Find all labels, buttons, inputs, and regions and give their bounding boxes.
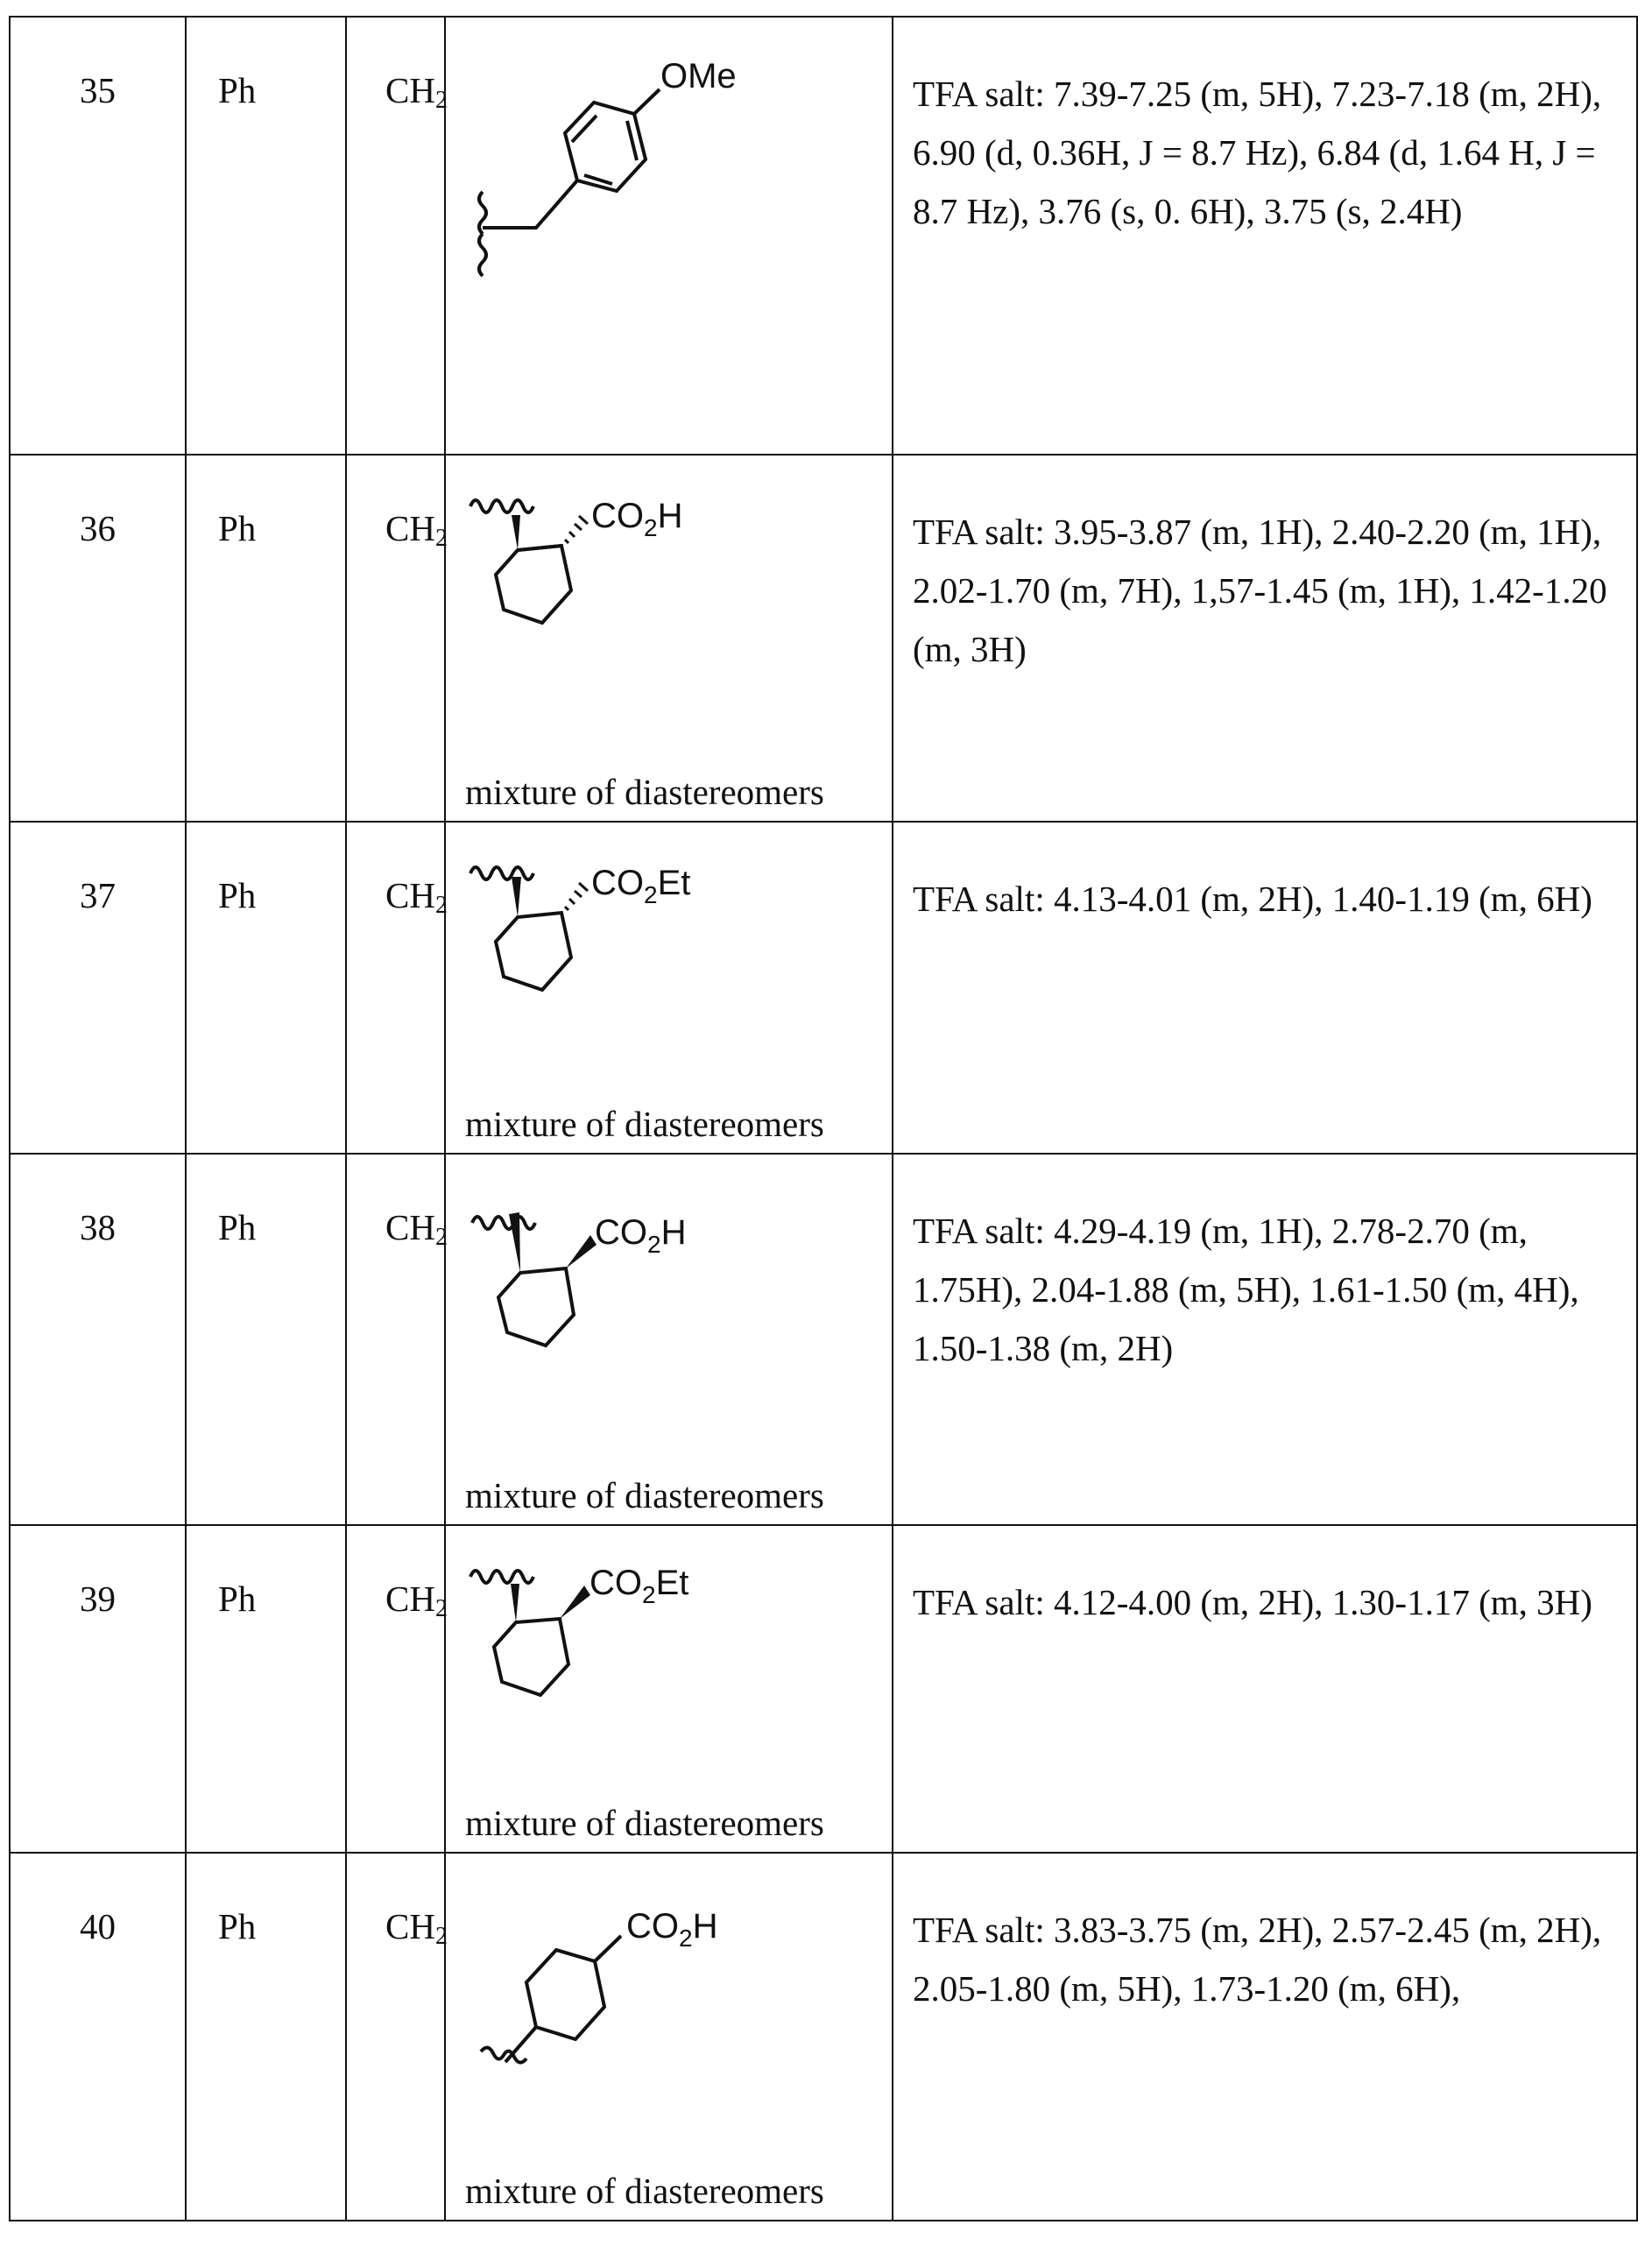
cell-nmr: TFA salt: 3.83-3.75 (m, 2H), 2.57-2.45 (m, 2H), 2.05-1.80 (m, 5H), 1.73-1.20 (m, 6H), (893, 1853, 1637, 2221)
label-ome: OMe (660, 57, 737, 95)
cell-compound-no: 38 (10, 1154, 186, 1525)
cell-r1: Ph (186, 1525, 346, 1853)
cell-compound-no: 40 (10, 1853, 186, 2221)
caption-diastereomers: mixture of diastereomers (465, 772, 824, 812)
cell-nmr: TFA salt: 7.39-7.25 (m, 5H), 7.23-7.18 (m, 2H), 6.90 (d, 0.36H, J = 8.7 Hz), 6.84 (d, 1.64 H, J = 8.7 Hz), 3.76 (s, 0. 6H), 3.75 (s, 2.4H) (893, 17, 1637, 455)
cell-x: $CH_2$ (346, 455, 445, 822)
cell-structure (445, 1525, 893, 1853)
cell-nmr: TFA salt: 4.12-4.00 (m, 2H), 1.30-1.17 (m, 3H) (893, 1525, 1637, 1853)
cell-nmr: TFA salt: 3.95-3.87 (m, 1H), 2.40-2.20 (m, 1H), 2.02-1.70 (m, 7H), 1,57-1.45 (m, 1H), 1.42-1.20 (m, 3H) (893, 455, 1637, 822)
table-row (10, 1853, 1637, 2221)
table-row (10, 455, 1637, 822)
label-co2et: $CO_2Et$ (589, 1564, 689, 1608)
cell-structure (445, 1154, 893, 1525)
cell-structure (445, 455, 893, 822)
cell-compound-no: 36 (10, 455, 186, 822)
cell-r1: Ph (186, 455, 346, 822)
table-row (10, 1525, 1637, 1853)
cell-structure (445, 822, 893, 1154)
cell-x: $CH_2$ (346, 822, 445, 1154)
cell-r1: Ph (186, 1154, 346, 1525)
cell-x: $CH_2$ (346, 1525, 445, 1853)
cell-r1: Ph (186, 822, 346, 1154)
caption-diastereomers: mixture of diastereomers (465, 1803, 824, 1843)
caption-diastereomers: mixture of diastereomers (465, 1104, 824, 1144)
label-co2et: $CO_2Et$ (591, 864, 691, 908)
cell-r1: Ph (186, 17, 346, 455)
cell-nmr: TFA salt: 4.29-4.19 (m, 1H), 2.78-2.70 (m, 1.75H), 2.04-1.88 (m, 5H), 1.61-1.50 (m, 4H), 1.50-1.38 (m, 2H) (893, 1154, 1637, 1525)
cell-compound-no: 39 (10, 1525, 186, 1853)
cell-x: $CH_2$ (346, 1154, 445, 1525)
cell-structure (445, 1853, 893, 2221)
table-row (10, 17, 1637, 455)
label-co2h: $CO_2H$ (626, 1907, 718, 1952)
table-row (10, 1154, 1637, 1525)
caption-diastereomers: mixture of diastereomers (465, 2171, 824, 2211)
label-co2h: $CO_2H$ (591, 497, 683, 541)
caption-diastereomers: mixture of diastereomers (465, 1475, 824, 1515)
cell-nmr: TFA salt: 4.13-4.01 (m, 2H), 1.40-1.19 (m, 6H) (893, 822, 1637, 1154)
cell-compound-no: 35 (10, 17, 186, 455)
cell-structure (445, 17, 893, 455)
table-row (10, 822, 1637, 1154)
cell-r1: Ph (186, 1853, 346, 2221)
cell-x: $CH_2$ (346, 17, 445, 455)
compound-table (9, 16, 1638, 2221)
label-co2h: $CO_2H$ (595, 1213, 687, 1258)
cell-compound-no: 37 (10, 822, 186, 1154)
cell-x: $CH_2$ (346, 1853, 445, 2221)
